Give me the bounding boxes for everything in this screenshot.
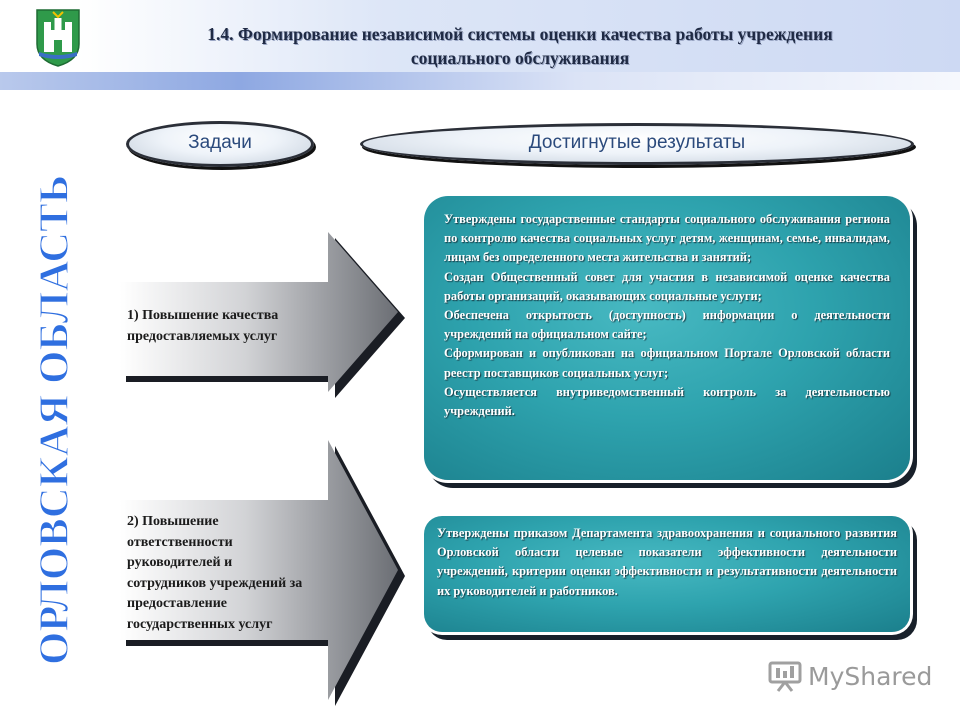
task-2-line-5: предоставление — [127, 596, 228, 611]
task-1-line-1: 1) Повышение качества — [127, 308, 279, 323]
tasks-header-label: Задачи — [188, 132, 252, 153]
watermark-text: MyShared — [808, 661, 933, 691]
region-label-text: ОРЛОВСКАЯ ОБЛАСТЬ — [32, 184, 78, 665]
task-2-line-3: руководителей и — [127, 555, 233, 570]
task-2-text — [127, 512, 302, 635]
presentation-icon — [768, 660, 802, 692]
watermark — [768, 656, 932, 696]
page-title-line-1: 1.4. Формирование независимой системы оценки качества работы учреждения — [207, 24, 833, 44]
result-1-item-4: Сформирован и опубликован на официальном Портале Орловской области реестр поставщиков социальных услуг; — [444, 346, 890, 380]
task-2-line-6: государственных услуг — [127, 616, 273, 632]
result-1-item-3: Обеспечена открытость (доступность) информации о деятельности учреждений на официальном сайте; — [444, 308, 890, 342]
page-title-line-2: социального обслуживания — [410, 48, 630, 68]
task-2-line-4: сотрудников учреждений за — [127, 575, 303, 591]
result-box-2 — [424, 516, 910, 632]
result-1-item-2: Создан Общественный совет для участия в независимой оценке качества работы организаций, оказывающих социальные услуги; — [444, 269, 890, 303]
header-stripe — [0, 72, 960, 90]
task-1-text — [127, 306, 278, 347]
task-2-line-2: ответственности — [127, 534, 233, 550]
result-2-item-1: Утверждены приказом Департамента здравоохранения и социального развития Орловской области целевые показатели эффективности деятельности учреждений, критерии оценки эффективности и результативности деятельности их руководителей и работников. — [437, 526, 897, 598]
tasks-header-pill — [126, 121, 314, 167]
result-box-1 — [424, 196, 910, 480]
results-header-label: Достигнутые результаты — [528, 132, 746, 153]
result-1-item-5: Осуществляется внутриведомственный контроль за деятельностью учреждений. — [444, 384, 890, 419]
task-1-line-2: предоставляемых услуг — [127, 328, 278, 344]
coat-of-arms-icon — [35, 8, 81, 68]
task-2-line-1: 2) Повышение — [127, 514, 219, 529]
result-1-item-1: Утверждены государственные стандарты социального обслуживания региона по контролю качества социальных услуг детям, женщинам, семье, инвалидам, лицам без определенного места жительства и занятий; — [444, 212, 890, 265]
region-label — [32, 170, 78, 670]
page-title — [120, 22, 920, 70]
results-header-pill — [360, 123, 914, 165]
